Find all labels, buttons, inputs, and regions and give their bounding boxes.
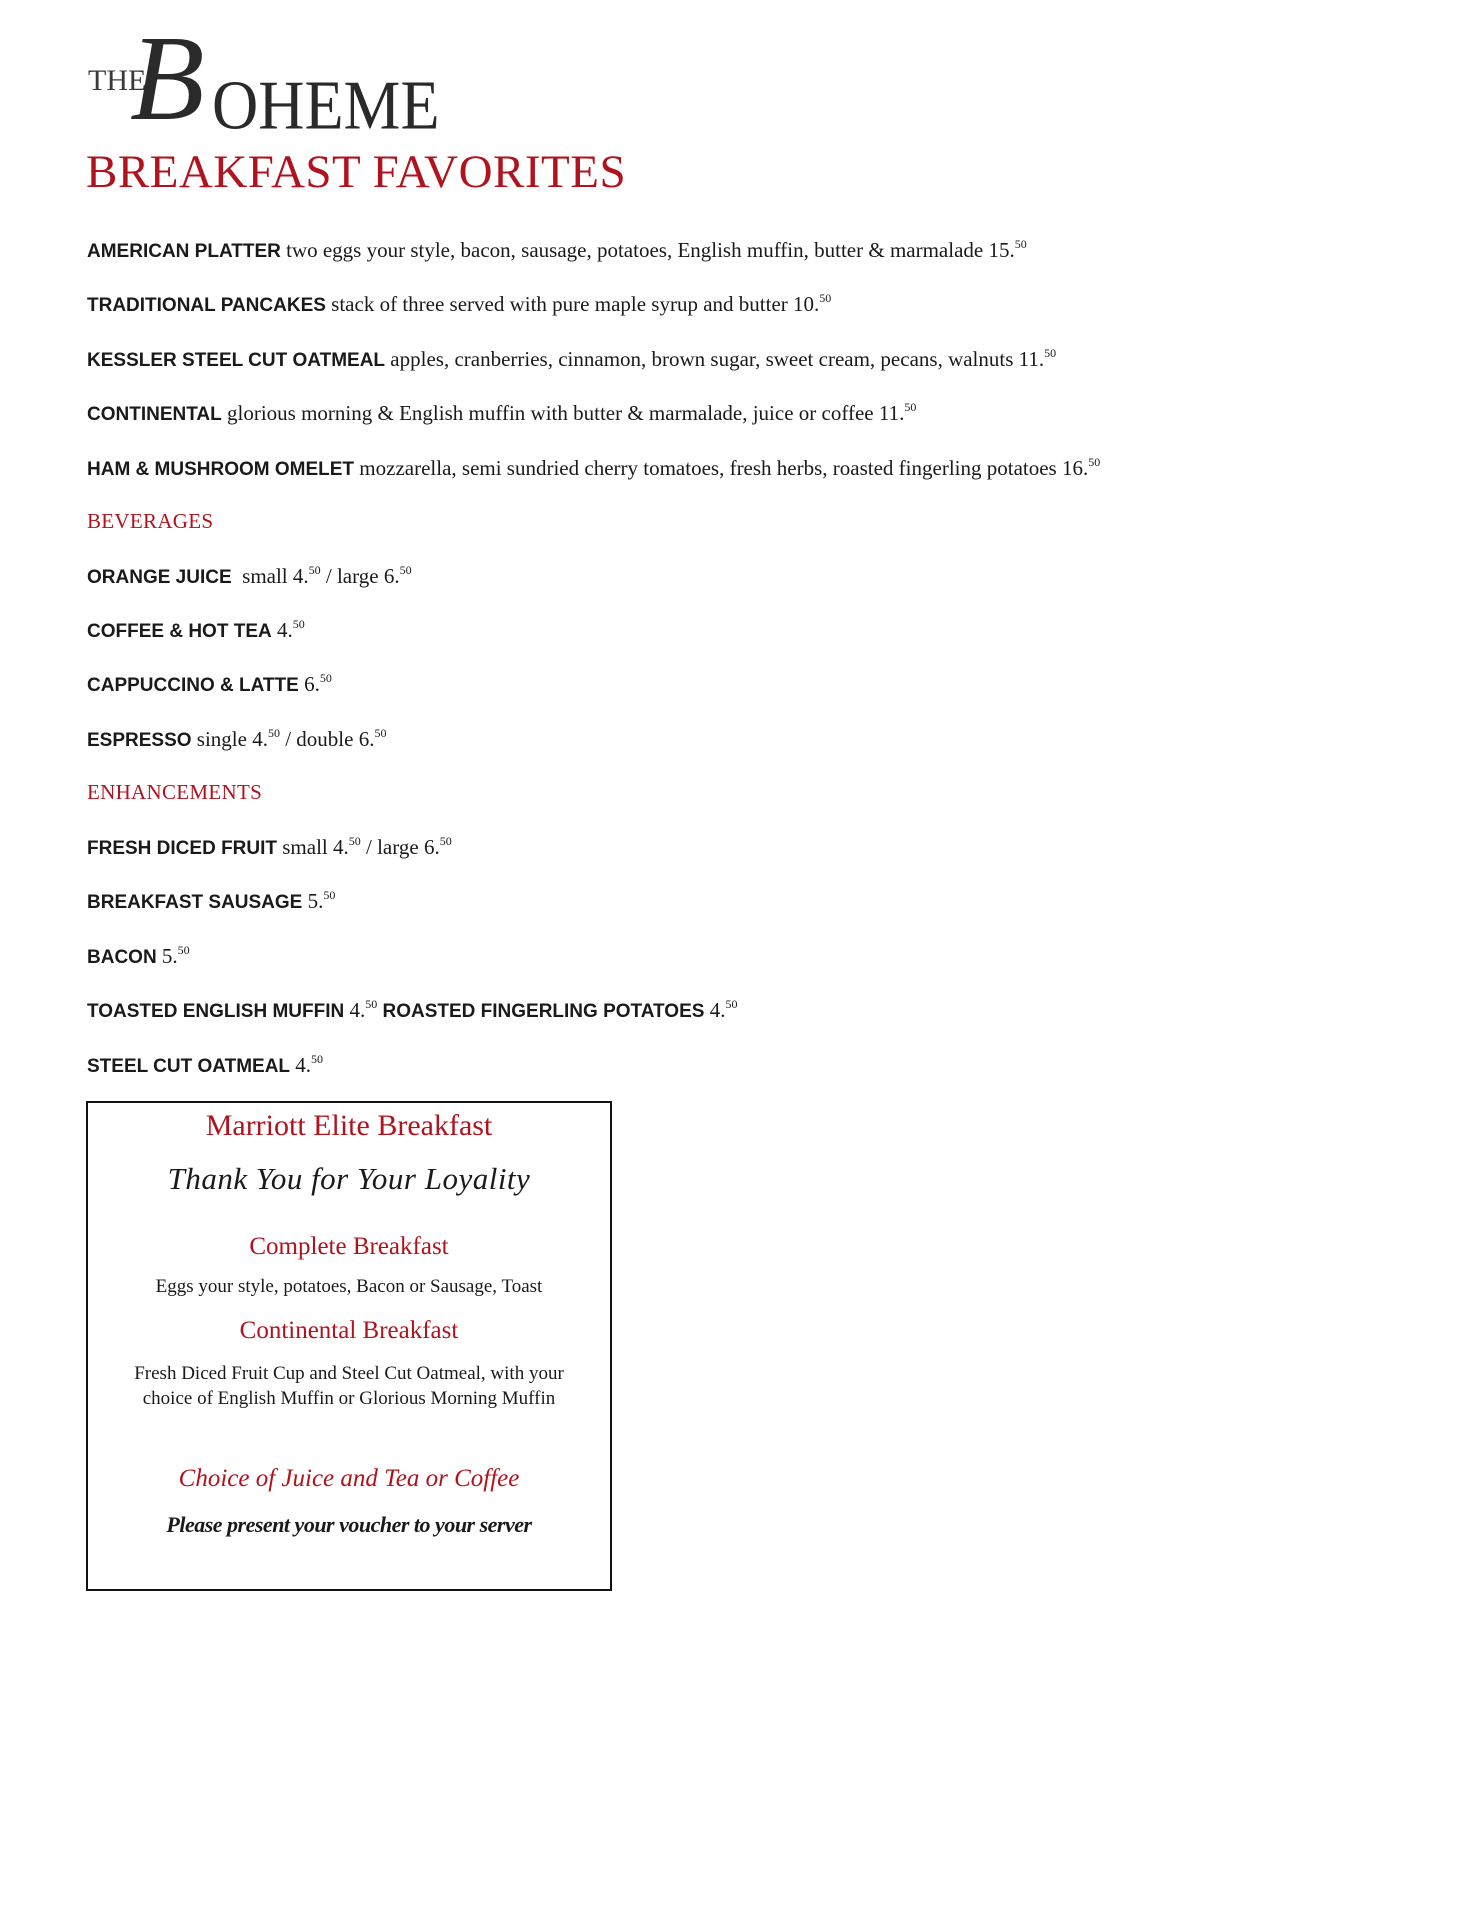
item-name: TOASTED ENGLISH MUFFIN <box>87 1001 345 1022</box>
menu-item-cappuccino-latte: CAPPUCCINO & LATTE 6.50 <box>87 671 332 696</box>
item-name: ORANGE JUICE <box>87 567 232 588</box>
menu-item-coffee-hot-tea: COFFEE & HOT TEA 4.50 <box>87 617 305 642</box>
section-heading-beverages: BEVERAGES <box>87 509 214 533</box>
item-name: COFFEE & HOT TEA <box>87 621 272 642</box>
item-desc: glorious morning & English muffin with butter & marmalade, juice or coffee <box>221 401 879 425</box>
menu-item-espresso: ESPRESSO single 4.50 / double 6.50 <box>87 726 387 751</box>
menu-item-ham-mushroom-omelet <box>87 455 1100 481</box>
item-name: BACON <box>87 947 157 968</box>
item-name: AMERICAN PLATTER <box>87 241 281 262</box>
item-price: 11.50 <box>878 400 917 425</box>
boheme-logo <box>86 11 440 146</box>
item-name: CONTINENTAL <box>87 404 222 425</box>
page-title: BREAKFAST FAVORITES <box>86 146 627 198</box>
complete-breakfast-title: Complete Breakfast <box>249 1233 449 1260</box>
item-name: ROASTED FINGERLING POTATOES <box>382 1001 705 1022</box>
box-title: Marriott Elite Breakfast <box>205 1109 493 1142</box>
item-name: KESSLER STEEL CUT OATMEAL <box>87 350 386 371</box>
marriott-elite-box <box>86 1101 612 1591</box>
logo-b: B <box>130 11 205 146</box>
item-desc: two eggs your style, bacon, sausage, potatoes, English muffin, butter & marmalade <box>280 238 989 262</box>
logo-the: THE <box>88 64 147 97</box>
menu-item-continental <box>87 400 916 426</box>
menu-item-muffin-potatoes: TOASTED ENGLISH MUFFIN 4.50 ROASTED FINGERLING POTATOES 4.50 <box>87 997 738 1022</box>
item-name: BREAKFAST SAUSAGE <box>87 892 303 913</box>
voucher-notice: Please present your voucher to your server <box>166 1512 532 1537</box>
box-thanks: Thank You for Your Loyality <box>167 1161 531 1196</box>
menu-item-breakfast-sausage: BREAKFAST SAUSAGE 5.50 <box>87 888 336 913</box>
menu-item-bacon: BACON 5.50 <box>87 943 190 968</box>
menu-item-traditional-pancakes <box>87 291 831 317</box>
menu-item-steel-cut-oatmeal: STEEL CUT OATMEAL 4.50 <box>87 1052 324 1077</box>
item-price: 11.50 <box>1018 346 1057 371</box>
item-price: 16.50 <box>1061 455 1101 480</box>
juice-coffee-choice: Choice of Juice and Tea or Coffee <box>178 1465 520 1492</box>
item-desc: apples, cranberries, cinnamon, brown sugar, sweet cream, pecans, walnuts <box>385 347 1019 371</box>
item-name: FRESH DICED FRUIT <box>87 838 277 859</box>
continental-breakfast-title: Continental Breakfast <box>239 1317 459 1344</box>
menu-item-fresh-diced-fruit: FRESH DICED FRUIT small 4.50 / large 6.50 <box>87 834 452 859</box>
complete-breakfast-desc: Eggs your style, potatoes, Bacon or Sausage, Toast <box>155 1276 543 1297</box>
item-name: ESPRESSO <box>87 730 192 751</box>
continental-desc-line-1: Fresh Diced Fruit Cup and Steel Cut Oatmeal, with your <box>134 1363 564 1384</box>
section-heading-enhancements: ENHANCEMENTS <box>87 780 263 804</box>
item-name: TRADITIONAL PANCAKES <box>87 295 326 316</box>
item-price: 10.50 <box>793 291 832 316</box>
menu-item-orange-juice: ORANGE JUICE small 4.50 / large 6.50 <box>87 563 412 588</box>
item-name: STEEL CUT OATMEAL <box>87 1056 291 1077</box>
menu-item-kessler-oatmeal <box>87 346 1056 372</box>
item-name: CAPPUCCINO & LATTE <box>87 675 299 696</box>
logo-oheme: OHEME <box>212 65 440 144</box>
menu-item-american-platter <box>87 237 1027 263</box>
item-name: HAM & MUSHROOM OMELET <box>87 459 355 480</box>
item-desc: mozzarella, semi sundried cherry tomatoes, fresh herbs, roasted fingerling potatoes <box>354 456 1062 480</box>
item-desc: stack of three served with pure maple syrup and butter <box>325 292 794 316</box>
continental-desc-line-2: choice of English Muffin or Glorious Morning Muffin <box>142 1388 556 1409</box>
item-price: 15.50 <box>988 237 1027 262</box>
